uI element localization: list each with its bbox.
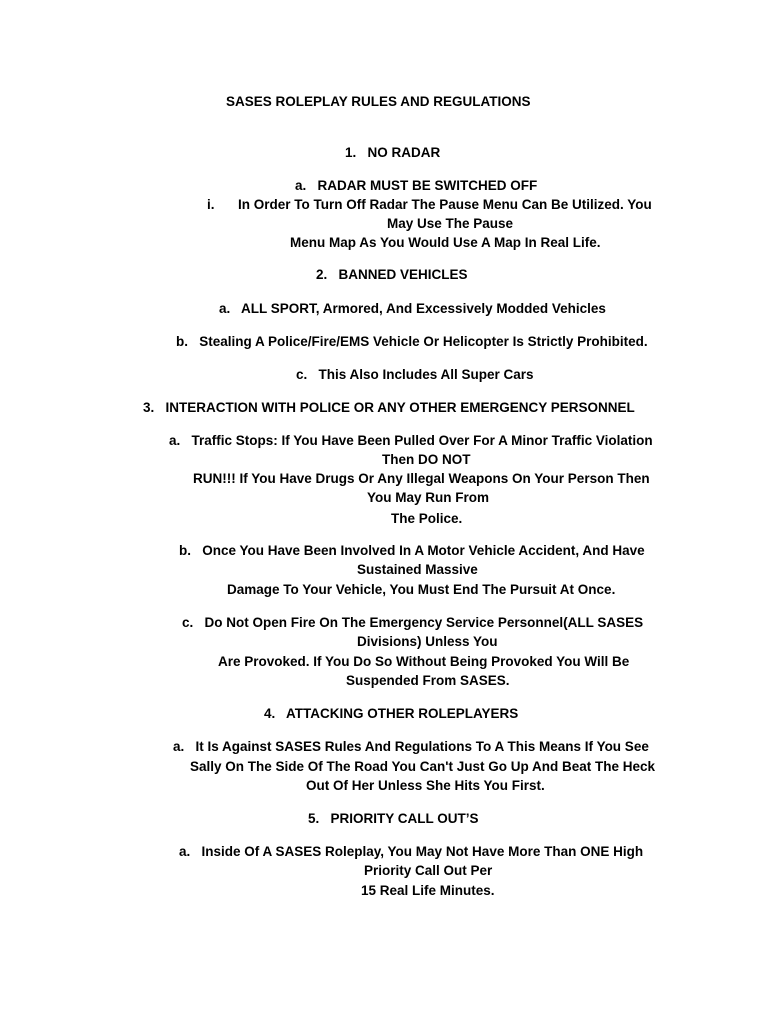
section-3-item-c-line-3: Are Provoked. If You Do So Without Being Provoked You Will Be (218, 654, 630, 669)
section-2-item-c: c. This Also Includes All Super Cars (296, 367, 534, 382)
section-3-item-a-line-5: The Police. (391, 511, 463, 526)
section-2-heading: 2. BANNED VEHICLES (316, 267, 468, 282)
section-1-item-i-marker: i. (207, 197, 215, 212)
section-3-item-b-line-1: b. Once You Have Been Involved In A Motor Vehicle Accident, And Have (179, 543, 645, 558)
section-3-item-b-line-2: Sustained Massive (357, 562, 478, 577)
section-3-item-a-line-3: RUN!!! If You Have Drugs Or Any Illegal Weapons On Your Person Then (193, 471, 650, 486)
section-2-item-a: a. ALL SPORT, Armored, And Excessively Modded Vehicles (219, 301, 606, 316)
section-3-item-c-line-2: Divisions) Unless You (357, 634, 498, 649)
section-5-item-a-line-3: 15 Real Life Minutes. (361, 883, 495, 898)
section-4-item-a-line-2: Sally On The Side Of The Road You Can't Just Go Up And Beat The Heck (190, 759, 656, 774)
section-5-heading: 5. PRIORITY CALL OUT’S (308, 811, 479, 826)
section-4-item-a-line-1: a. It Is Against SASES Rules And Regulations To A This Means If You See (173, 739, 649, 754)
section-4-item-a-line-3: Out Of Her Unless She Hits You First. (306, 778, 545, 793)
section-4-heading: 4. ATTACKING OTHER ROLEPLAYERS (264, 706, 519, 721)
section-3-item-a-line-2: Then DO NOT (382, 452, 471, 467)
section-3-item-a-line-1: a. Traffic Stops: If You Have Been Pulled Over For A Minor Traffic Violation (169, 433, 653, 448)
section-3-item-a-line-4: You May Run From (367, 490, 490, 505)
section-5-item-a-line-1: a. Inside Of A SASES Roleplay, You May Not Have More Than ONE High (179, 844, 644, 859)
section-1-item-a: a. RADAR MUST BE SWITCHED OFF (295, 178, 538, 193)
section-1-item-i-line-3: Menu Map As You Would Use A Map In Real Life. (290, 235, 601, 250)
page-title: SASES ROLEPLAY RULES AND REGULATIONS (226, 94, 531, 109)
section-3-item-c-line-1: c. Do Not Open Fire On The Emergency Service Personnel(ALL SASES (182, 615, 644, 630)
section-3-heading: 3. INTERACTION WITH POLICE OR ANY OTHER EMERGENCY PERSONNEL (143, 400, 635, 415)
section-5-item-a-line-2: Priority Call Out Per (364, 863, 493, 878)
section-1-item-i-line-2: May Use The Pause (387, 216, 514, 231)
section-3-item-c-line-4: Suspended From SASES. (346, 673, 510, 688)
section-3-item-b-line-3: Damage To Your Vehicle, You Must End The Pursuit At Once. (227, 582, 616, 597)
section-1-heading: 1. NO RADAR (345, 145, 441, 160)
section-2-item-b: b. Stealing A Police/Fire/EMS Vehicle Or Helicopter Is Strictly Prohibited. (176, 334, 648, 349)
section-1-item-i-line-1: In Order To Turn Off Radar The Pause Menu Can Be Utilized. You (238, 197, 652, 212)
